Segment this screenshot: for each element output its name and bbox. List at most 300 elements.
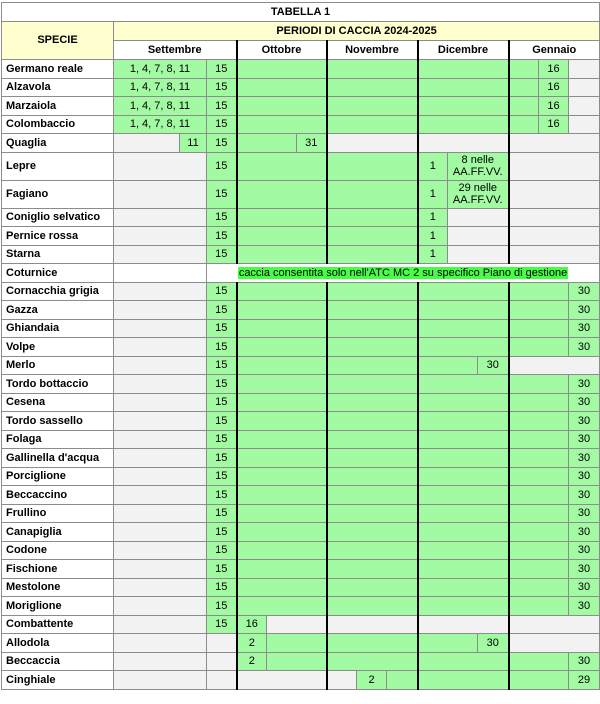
closed-cell xyxy=(207,671,237,690)
open-cell xyxy=(418,430,509,449)
closed-cell xyxy=(509,356,600,375)
period-cell: 15 xyxy=(207,412,237,431)
empty-cell xyxy=(114,264,207,283)
closed-cell xyxy=(114,134,180,153)
table-row xyxy=(2,227,600,246)
period-cell: 15 xyxy=(207,227,237,246)
period-cell: 15 xyxy=(207,430,237,449)
open-cell xyxy=(509,671,569,690)
hunting-periods-table xyxy=(1,2,600,690)
closed-cell xyxy=(569,60,600,79)
period-cell: 1, 4, 7, 8, 11 xyxy=(114,78,207,97)
open-cell xyxy=(509,115,539,134)
table-body xyxy=(2,60,600,690)
open-cell xyxy=(509,467,569,486)
species-name: Fagiano xyxy=(2,180,114,208)
closed-cell xyxy=(114,467,207,486)
open-cell xyxy=(237,356,327,375)
table-row xyxy=(2,375,600,394)
species-name: Gazza xyxy=(2,301,114,320)
period-cell: 15 xyxy=(207,245,237,264)
month-header-settembre: Settembre xyxy=(114,41,237,60)
species-name: Coturnice xyxy=(2,264,114,283)
species-name: Cesena xyxy=(2,393,114,412)
species-name: Ghiandaia xyxy=(2,319,114,338)
period-cell: 15 xyxy=(207,356,237,375)
period-cell: 30 xyxy=(569,652,600,671)
open-cell xyxy=(327,430,418,449)
open-cell xyxy=(509,523,569,542)
open-cell xyxy=(509,652,569,671)
open-cell xyxy=(237,578,327,597)
open-cell xyxy=(237,504,327,523)
closed-cell xyxy=(569,115,600,134)
open-cell xyxy=(327,486,418,505)
table-row xyxy=(2,97,600,116)
closed-cell xyxy=(509,134,600,153)
open-cell xyxy=(418,467,509,486)
open-cell xyxy=(237,180,327,208)
open-cell xyxy=(327,375,418,394)
open-cell xyxy=(237,301,327,320)
open-cell xyxy=(509,412,569,431)
table-row xyxy=(2,560,600,579)
period-cell: 15 xyxy=(207,393,237,412)
open-cell xyxy=(327,412,418,431)
open-cell xyxy=(509,597,569,616)
period-cell: 30 xyxy=(569,430,600,449)
open-cell xyxy=(237,78,327,97)
open-cell xyxy=(387,671,418,690)
table-row xyxy=(2,541,600,560)
species-name: Tordo bottaccio xyxy=(2,375,114,394)
open-cell xyxy=(237,338,327,357)
closed-cell xyxy=(114,282,207,301)
table-row xyxy=(2,634,600,653)
open-cell xyxy=(237,208,327,227)
closed-cell xyxy=(114,578,207,597)
closed-cell xyxy=(327,134,418,153)
open-cell xyxy=(237,486,327,505)
closed-cell xyxy=(448,245,509,264)
closed-cell xyxy=(114,227,207,246)
table-row xyxy=(2,115,600,134)
table-row xyxy=(2,393,600,412)
period-cell: 15 xyxy=(207,467,237,486)
closed-cell xyxy=(448,208,509,227)
period-cell: 30 xyxy=(478,356,509,375)
period-cell: 30 xyxy=(569,375,600,394)
open-cell xyxy=(237,245,327,264)
closed-cell xyxy=(114,560,207,579)
species-name: Gallinella d'acqua xyxy=(2,449,114,468)
open-cell xyxy=(327,338,418,357)
period-cell: 2 xyxy=(357,671,387,690)
period-cell: 15 xyxy=(207,301,237,320)
period-cell: 15 xyxy=(207,541,237,560)
closed-cell xyxy=(509,152,600,180)
table-row xyxy=(2,180,600,208)
table-row xyxy=(2,486,600,505)
open-cell xyxy=(327,523,418,542)
open-cell xyxy=(327,319,418,338)
table-row xyxy=(2,578,600,597)
open-cell xyxy=(418,60,509,79)
open-cell xyxy=(509,282,569,301)
closed-cell xyxy=(114,338,207,357)
period-cell: 15 xyxy=(207,60,237,79)
open-cell xyxy=(418,486,509,505)
species-name: Volpe xyxy=(2,338,114,357)
open-cell xyxy=(418,393,509,412)
period-cell: 30 xyxy=(569,560,600,579)
closed-cell xyxy=(114,523,207,542)
species-name: Starna xyxy=(2,245,114,264)
table-row xyxy=(2,652,600,671)
open-cell xyxy=(509,97,539,116)
open-cell xyxy=(509,504,569,523)
open-cell xyxy=(237,97,327,116)
table-row xyxy=(2,338,600,357)
species-name: Cinghiale xyxy=(2,671,114,690)
table-row xyxy=(2,671,600,690)
closed-cell xyxy=(237,671,327,690)
open-cell xyxy=(418,319,509,338)
table-row xyxy=(2,597,600,616)
period-cell: 15 xyxy=(207,523,237,542)
table-row xyxy=(2,264,600,283)
closed-cell xyxy=(114,597,207,616)
closed-cell xyxy=(327,671,357,690)
closed-cell xyxy=(114,375,207,394)
closed-cell xyxy=(114,356,207,375)
period-cell: 16 xyxy=(539,60,569,79)
period-cell: 15 xyxy=(207,180,237,208)
closed-cell xyxy=(509,227,600,246)
table-row xyxy=(2,523,600,542)
table-row xyxy=(2,356,600,375)
open-cell xyxy=(267,634,327,653)
open-cell xyxy=(327,180,418,208)
open-cell xyxy=(327,449,418,468)
open-cell xyxy=(327,541,418,560)
closed-cell xyxy=(114,319,207,338)
species-name: Folaga xyxy=(2,430,114,449)
open-cell xyxy=(237,541,327,560)
period-cell: 30 xyxy=(569,301,600,320)
period-cell: 30 xyxy=(569,467,600,486)
period-cell: 30 xyxy=(569,578,600,597)
open-cell xyxy=(418,652,509,671)
open-cell xyxy=(509,560,569,579)
period-cell: 15 xyxy=(207,615,237,634)
open-cell xyxy=(327,115,418,134)
open-cell xyxy=(327,504,418,523)
period-cell: 1 xyxy=(418,208,448,227)
species-name: Marzaiola xyxy=(2,97,114,116)
open-cell xyxy=(418,560,509,579)
period-cell: 8 nelle AA.FF.VV. xyxy=(448,152,509,180)
closed-cell xyxy=(114,634,207,653)
open-cell xyxy=(509,319,569,338)
open-cell xyxy=(237,560,327,579)
species-name: Pernice rossa xyxy=(2,227,114,246)
open-cell xyxy=(509,60,539,79)
species-name: Frullino xyxy=(2,504,114,523)
open-cell xyxy=(418,282,509,301)
open-cell xyxy=(418,338,509,357)
species-name: Cornacchia grigia xyxy=(2,282,114,301)
table-row xyxy=(2,78,600,97)
open-cell xyxy=(327,245,418,264)
closed-cell xyxy=(509,615,600,634)
table-row xyxy=(2,282,600,301)
open-cell xyxy=(418,115,509,134)
closed-cell xyxy=(114,449,207,468)
table-row xyxy=(2,467,600,486)
open-cell xyxy=(327,301,418,320)
period-cell: 29 nelle AA.FF.VV. xyxy=(448,180,509,208)
open-cell xyxy=(418,523,509,542)
period-cell: 1 xyxy=(418,152,448,180)
period-cell: 15 xyxy=(207,152,237,180)
open-cell xyxy=(418,597,509,616)
table-row xyxy=(2,301,600,320)
open-cell xyxy=(237,134,297,153)
period-cell: 30 xyxy=(569,338,600,357)
open-cell xyxy=(509,486,569,505)
period-cell: 15 xyxy=(207,578,237,597)
species-name: Codone xyxy=(2,541,114,560)
open-cell xyxy=(509,578,569,597)
open-cell xyxy=(327,282,418,301)
period-cell: 15 xyxy=(207,338,237,357)
closed-cell xyxy=(114,615,207,634)
open-cell xyxy=(509,541,569,560)
species-name: Combattente xyxy=(2,615,114,634)
period-cell: 15 xyxy=(207,449,237,468)
open-cell xyxy=(237,467,327,486)
table-row xyxy=(2,615,600,634)
closed-cell xyxy=(114,504,207,523)
species-name: Quaglia xyxy=(2,134,114,153)
period-cell: 30 xyxy=(569,504,600,523)
species-name: Moriglione xyxy=(2,597,114,616)
species-name: Porciglione xyxy=(2,467,114,486)
species-name: Beccaccino xyxy=(2,486,114,505)
open-cell xyxy=(509,430,569,449)
closed-cell xyxy=(114,208,207,227)
species-name: Mestolone xyxy=(2,578,114,597)
closed-cell xyxy=(114,652,207,671)
closed-cell xyxy=(509,245,600,264)
species-name: Colombaccio xyxy=(2,115,114,134)
period-cell: 15 xyxy=(207,319,237,338)
periodi-header: PERIODI DI CACCIA 2024-2025 xyxy=(114,22,600,41)
open-cell xyxy=(237,227,327,246)
closed-cell xyxy=(448,227,509,246)
species-name: Germano reale xyxy=(2,60,114,79)
closed-cell xyxy=(509,180,600,208)
open-cell xyxy=(327,560,418,579)
period-cell: 16 xyxy=(539,115,569,134)
closed-cell xyxy=(114,412,207,431)
closed-cell xyxy=(207,634,237,653)
open-cell xyxy=(418,504,509,523)
open-cell xyxy=(327,652,418,671)
open-cell xyxy=(418,356,478,375)
species-name: Tordo sassello xyxy=(2,412,114,431)
closed-cell xyxy=(114,486,207,505)
open-cell xyxy=(237,449,327,468)
open-cell xyxy=(509,301,569,320)
note-cell xyxy=(207,264,600,283)
open-cell xyxy=(327,152,418,180)
period-cell: 1, 4, 7, 8, 11 xyxy=(114,97,207,116)
period-cell: 15 xyxy=(207,282,237,301)
period-cell: 15 xyxy=(207,115,237,134)
species-name: Allodola xyxy=(2,634,114,653)
note-text: caccia consentita solo nell'ATC MC 2 su specifico Piano di gestione xyxy=(238,266,568,279)
closed-cell xyxy=(327,615,418,634)
closed-cell xyxy=(569,97,600,116)
period-cell: 1 xyxy=(418,180,448,208)
period-cell: 16 xyxy=(539,97,569,116)
period-cell: 1 xyxy=(418,227,448,246)
table-row xyxy=(2,134,600,153)
open-cell xyxy=(418,97,509,116)
hunting-table-container xyxy=(1,2,599,690)
open-cell xyxy=(327,60,418,79)
species-name: Beccaccia xyxy=(2,652,114,671)
open-cell xyxy=(418,634,478,653)
table-row xyxy=(2,449,600,468)
period-cell: 15 xyxy=(207,375,237,394)
open-cell xyxy=(327,78,418,97)
closed-cell xyxy=(509,208,600,227)
period-cell: 16 xyxy=(237,615,267,634)
period-cell: 30 xyxy=(569,597,600,616)
open-cell xyxy=(418,301,509,320)
table-row xyxy=(2,208,600,227)
species-name: Canapiglia xyxy=(2,523,114,542)
open-cell xyxy=(418,449,509,468)
period-cell: 11 xyxy=(180,134,207,153)
period-cell: 2 xyxy=(237,634,267,653)
open-cell xyxy=(418,671,509,690)
species-name: Alzavola xyxy=(2,78,114,97)
open-cell xyxy=(509,449,569,468)
closed-cell xyxy=(114,671,207,690)
species-name: Merlo xyxy=(2,356,114,375)
closed-cell xyxy=(114,430,207,449)
open-cell xyxy=(267,652,327,671)
month-header-ottobre: Ottobre xyxy=(237,41,327,60)
period-cell: 30 xyxy=(569,449,600,468)
open-cell xyxy=(237,393,327,412)
open-cell xyxy=(418,375,509,394)
open-cell xyxy=(237,282,327,301)
closed-cell xyxy=(114,301,207,320)
table-row xyxy=(2,60,600,79)
table-row xyxy=(2,319,600,338)
period-cell: 30 xyxy=(569,412,600,431)
open-cell xyxy=(418,541,509,560)
species-name: Fischione xyxy=(2,560,114,579)
open-cell xyxy=(418,78,509,97)
open-cell xyxy=(327,97,418,116)
open-cell xyxy=(418,578,509,597)
open-cell xyxy=(327,393,418,412)
table-row xyxy=(2,152,600,180)
open-cell xyxy=(237,412,327,431)
open-cell xyxy=(237,597,327,616)
open-cell xyxy=(327,227,418,246)
table-title: TABELLA 1 xyxy=(2,3,600,22)
period-cell: 1 xyxy=(418,245,448,264)
open-cell xyxy=(327,578,418,597)
month-header-dicembre: Dicembre xyxy=(418,41,509,60)
period-cell: 16 xyxy=(539,78,569,97)
period-cell: 30 xyxy=(569,523,600,542)
closed-cell xyxy=(207,652,237,671)
period-cell: 30 xyxy=(569,319,600,338)
period-cell: 15 xyxy=(207,208,237,227)
open-cell xyxy=(237,430,327,449)
open-cell xyxy=(327,467,418,486)
period-cell: 15 xyxy=(207,504,237,523)
open-cell xyxy=(418,412,509,431)
period-cell: 30 xyxy=(478,634,509,653)
period-cell: 30 xyxy=(569,282,600,301)
period-cell: 1, 4, 7, 8, 11 xyxy=(114,115,207,134)
open-cell xyxy=(327,597,418,616)
open-cell xyxy=(237,115,327,134)
period-cell: 15 xyxy=(207,78,237,97)
period-cell: 30 xyxy=(569,541,600,560)
period-cell: 2 xyxy=(237,652,267,671)
period-cell: 30 xyxy=(569,486,600,505)
species-name: Coniglio selvatico xyxy=(2,208,114,227)
period-cell: 15 xyxy=(207,597,237,616)
table-row xyxy=(2,430,600,449)
open-cell xyxy=(327,208,418,227)
table-row xyxy=(2,504,600,523)
open-cell xyxy=(237,523,327,542)
period-cell: 30 xyxy=(569,393,600,412)
open-cell xyxy=(237,319,327,338)
open-cell xyxy=(509,393,569,412)
open-cell xyxy=(237,152,327,180)
table-row xyxy=(2,412,600,431)
period-cell: 1, 4, 7, 8, 11 xyxy=(114,60,207,79)
period-cell: 15 xyxy=(207,486,237,505)
closed-cell xyxy=(418,615,509,634)
month-header-gennaio: Gennaio xyxy=(509,41,600,60)
period-cell: 29 xyxy=(569,671,600,690)
specie-header: SPECIE xyxy=(2,22,114,60)
closed-cell xyxy=(509,634,600,653)
open-cell xyxy=(327,356,418,375)
closed-cell xyxy=(114,180,207,208)
period-cell: 15 xyxy=(207,560,237,579)
closed-cell xyxy=(114,152,207,180)
open-cell xyxy=(509,338,569,357)
table-row xyxy=(2,245,600,264)
closed-cell xyxy=(569,78,600,97)
closed-cell xyxy=(418,134,509,153)
month-header-novembre: Novembre xyxy=(327,41,418,60)
